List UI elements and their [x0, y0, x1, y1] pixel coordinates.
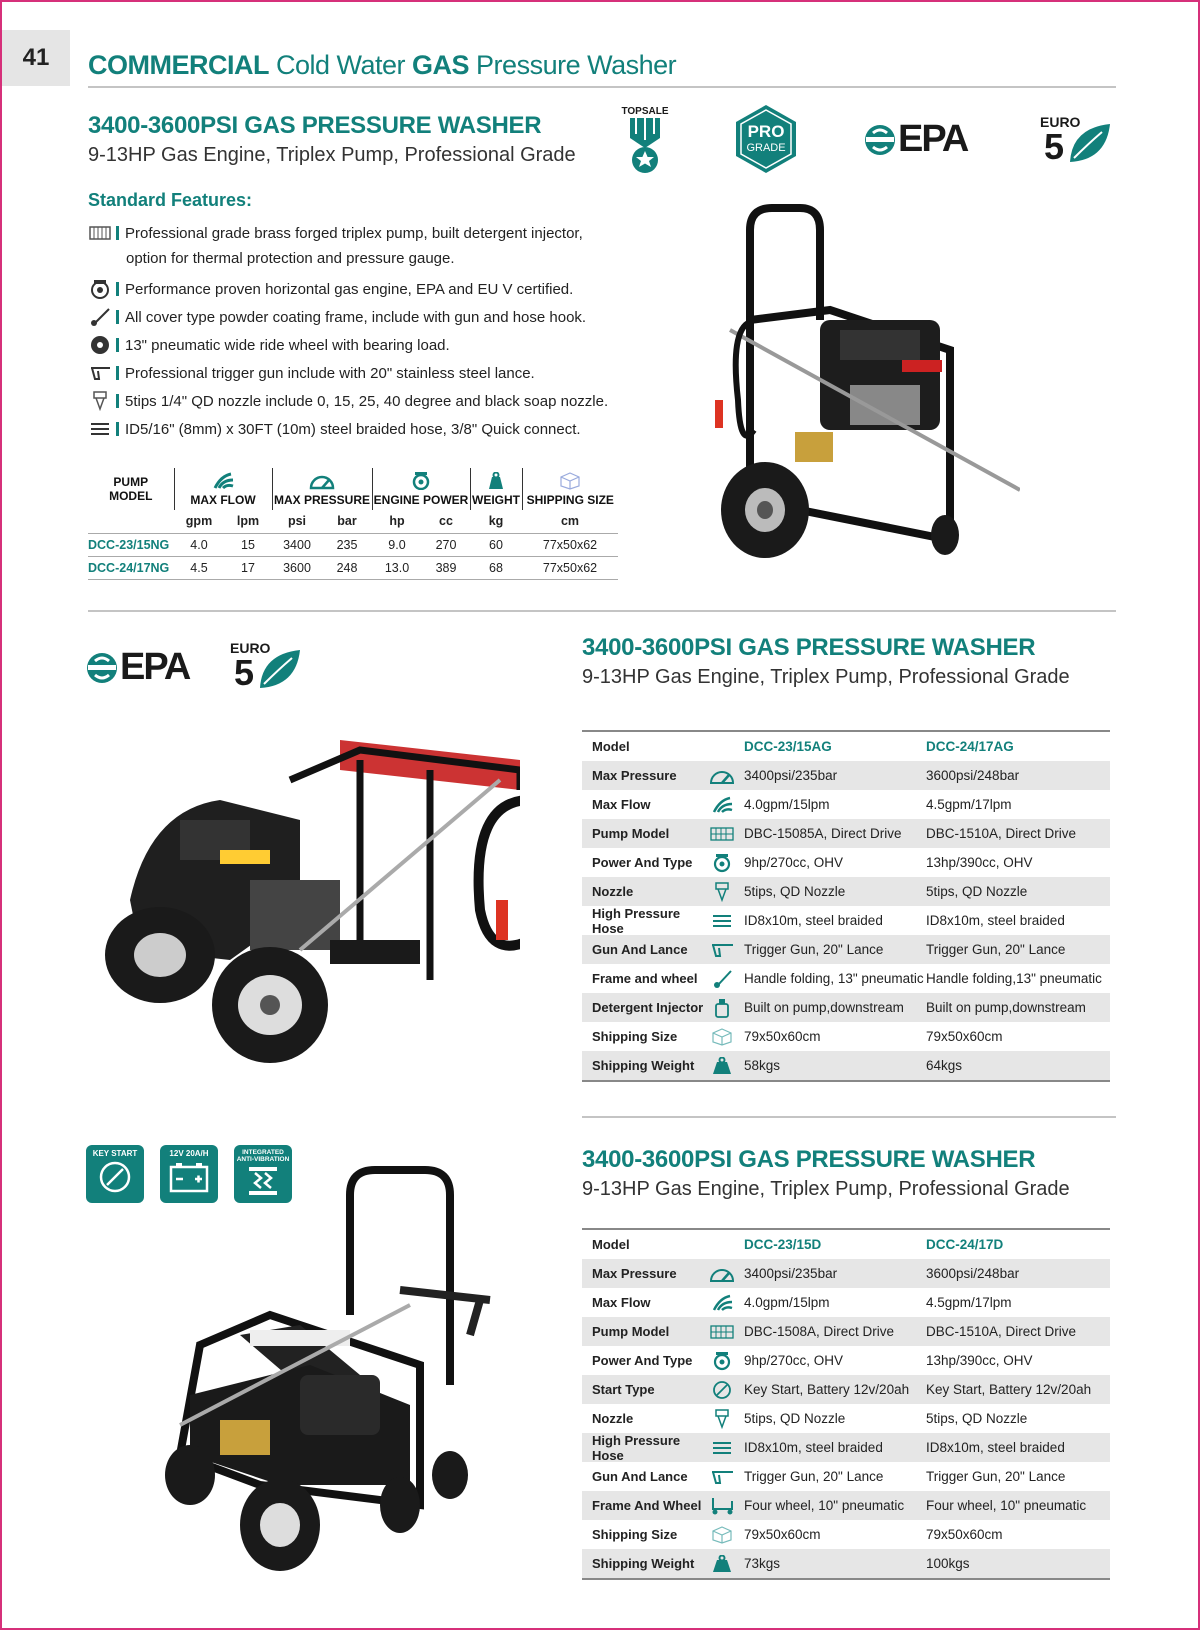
spec-value: ID8x10m, steel braided	[926, 913, 1065, 928]
table-row	[582, 819, 1110, 848]
pump-icon	[88, 222, 112, 244]
feature-text: 13" pneumatic wide ride wheel with bearing load.	[125, 336, 450, 354]
feature-item	[88, 222, 583, 244]
spec-value: 5tips, QD Nozzle	[926, 884, 1028, 899]
spec-table-ag	[582, 730, 1110, 1082]
table-row	[582, 1259, 1110, 1288]
unit-label: cm	[560, 514, 580, 529]
spec-value: ID8x10m, steel braided	[744, 1440, 883, 1455]
table-row	[582, 848, 1110, 877]
table-header-row: Model DCC-23/15D DCC-24/17D	[582, 1230, 1110, 1259]
spec-label: Max Pressure	[592, 768, 677, 783]
leaf-icon	[1066, 120, 1112, 166]
box-icon	[559, 472, 581, 490]
spec-value: Trigger Gun, 20" Lance	[744, 942, 884, 957]
spec-value: 9hp/270cc, OHV	[744, 1353, 844, 1368]
spec-value: 4.5gpm/17lpm	[926, 797, 1012, 812]
top-sale-badge	[620, 104, 670, 174]
spec-value: 5tips, QD Nozzle	[744, 884, 846, 899]
spec-value: 64kgs	[926, 1058, 963, 1073]
spec-label: Start Type	[592, 1382, 655, 1397]
table-header-row: Model DCC-23/15AG DCC-24/17AG	[582, 732, 1110, 761]
spec-label: Shipping Weight	[592, 1556, 695, 1571]
spec-value: 13hp/390cc, OHV	[926, 855, 1033, 870]
anti-vibration-badge: INTEGRATED ANTI-VIBRATION	[234, 1145, 292, 1203]
section-rule	[88, 610, 1116, 612]
spec-value: 3400psi/235bar	[744, 768, 838, 783]
header-word-cold-water: Cold Water	[268, 50, 413, 80]
spec-label: Shipping Size	[592, 1527, 678, 1542]
section3-title: 3400-3600PSI GAS PRESSURE WASHER	[582, 1146, 1036, 1173]
weight-icon	[704, 1555, 740, 1573]
spec-value: 5tips, QD Nozzle	[926, 1411, 1028, 1426]
table-row	[582, 1433, 1110, 1462]
epa-mark-icon	[86, 652, 118, 684]
hose-icon	[704, 913, 740, 929]
header-word-commercial: COMMERCIAL	[88, 50, 269, 80]
spec-label: Power And Type	[592, 855, 693, 870]
model-code: DCC-23/15NG	[88, 537, 170, 552]
spec-label: Frame And Wheel	[592, 1498, 702, 1513]
gun-icon	[704, 1469, 740, 1485]
col-max-flow: MAX FLOW	[174, 468, 272, 510]
unit-label: gpm	[185, 514, 213, 529]
weight-icon	[484, 472, 508, 490]
weight-icon	[704, 1057, 740, 1075]
box-icon	[704, 1028, 740, 1046]
table-row	[582, 790, 1110, 819]
pressure-washer-image-3	[150, 1165, 530, 1585]
spec-value: 13hp/390cc, OHV	[926, 1353, 1033, 1368]
col-engine-power: ENGINE POWER	[372, 468, 470, 510]
feature-text: 5tips 1/4" QD nozzle include 0, 15, 25, 40 degree and black soap nozzle.	[125, 392, 609, 410]
epa-logo	[864, 118, 967, 161]
spec-value: 79x50x60cm	[744, 1029, 821, 1044]
spec-value: 79x50x60cm	[744, 1527, 821, 1542]
spec-label: High Pressure Hose	[592, 1432, 681, 1463]
spec-value: Built on pump,downstream	[744, 1000, 904, 1015]
table-row	[582, 1549, 1110, 1578]
page-number: 41	[2, 30, 70, 86]
epa-text: EPA	[898, 118, 968, 160]
model-code: DCC-24/17D	[926, 1237, 1004, 1252]
epa-mark-icon	[864, 124, 896, 156]
feature-text: Performance proven horizontal gas engine, EPA and EU V certified.	[125, 280, 574, 298]
euro-number: 5	[1044, 126, 1065, 167]
unit-label: bar	[337, 514, 357, 529]
spec-value: 73kgs	[744, 1556, 781, 1571]
feature-text: All cover type powder coating frame, include with gun and hose hook.	[125, 308, 587, 326]
spec-label: Shipping Weight	[592, 1058, 695, 1073]
table-row	[582, 1051, 1110, 1080]
model-code: DCC-23/15D	[744, 1237, 822, 1252]
gauge-icon	[704, 767, 740, 785]
spec-value: 100kgs	[926, 1556, 970, 1571]
spec-label: Max Flow	[592, 797, 651, 812]
col-shipping-size: SHIPPING SIZE	[522, 468, 618, 510]
key-icon	[704, 1380, 740, 1400]
wheel-icon	[88, 334, 112, 356]
unit-label: psi	[287, 514, 307, 529]
model-code: DCC-24/17AG	[926, 739, 1014, 754]
spec-value: 3400psi/235bar	[744, 1266, 838, 1281]
leaf-icon	[256, 646, 302, 692]
spec-label: Max Pressure	[592, 1266, 677, 1281]
header-word-gas: GAS	[412, 50, 470, 80]
feature-item	[88, 278, 573, 300]
frame-icon	[704, 969, 740, 989]
feature-text: Professional grade brass forged triplex pump, built detergent injector,	[125, 224, 583, 242]
table-row	[582, 906, 1110, 935]
section1-subtitle: 9-13HP Gas Engine, Triplex Pump, Professional Grade	[88, 144, 576, 166]
table-row	[582, 1317, 1110, 1346]
unit-label: cc	[439, 514, 453, 529]
feature-item	[88, 418, 581, 440]
spec-value: Four wheel, 10" pneumatic	[744, 1498, 905, 1513]
spec-value: 4.0gpm/15lpm	[744, 797, 830, 812]
spec-value: DBC-1510A, Direct Drive	[926, 826, 1077, 841]
euro-text: EURO	[230, 640, 271, 656]
pressure-washer-image-1	[690, 200, 1020, 580]
epa-logo	[86, 646, 189, 689]
spec-value: 79x50x60cm	[926, 1527, 1003, 1542]
header-rule	[88, 86, 1116, 88]
table-row	[582, 1462, 1110, 1491]
table-row	[582, 993, 1110, 1022]
table-row	[582, 1022, 1110, 1051]
key-start-badge: KEY START	[86, 1145, 144, 1203]
page-header	[88, 50, 676, 81]
spec-value: DBC-1508A, Direct Drive	[744, 1324, 895, 1339]
euro-text: EURO	[1040, 114, 1081, 130]
box-icon	[704, 1526, 740, 1544]
table-row	[582, 761, 1110, 790]
table-row: DCC-24/17NG 4.5 17 3600 248 13.0 389 68 77x50x62	[88, 556, 618, 579]
spec-label: Frame and wheel	[592, 971, 698, 986]
engine-icon	[704, 853, 740, 873]
table-row	[582, 1520, 1110, 1549]
spec-label: Gun And Lance	[592, 942, 688, 957]
pump-icon	[704, 826, 740, 842]
nozzle-icon	[704, 882, 740, 902]
engine-icon	[704, 1351, 740, 1371]
spec-value: DBC-15085A, Direct Drive	[744, 826, 902, 841]
grade-text: GRADE	[746, 142, 786, 154]
section1-title: 3400-3600PSI GAS PRESSURE WASHER	[88, 112, 542, 139]
top-sale-text: TOPSALE	[621, 106, 669, 117]
spec-label: Nozzle	[592, 884, 634, 899]
col-pump-model: PUMP MODEL	[109, 475, 153, 503]
spec-label: High Pressure Hose	[592, 905, 681, 936]
spec-value: 4.0gpm/15lpm	[744, 1295, 830, 1310]
pro-text: PRO	[747, 122, 785, 141]
table-row	[582, 877, 1110, 906]
unit-label: hp	[389, 514, 405, 529]
nozzle-icon	[88, 390, 112, 412]
spec-value: Four wheel, 10" pneumatic	[926, 1498, 1087, 1513]
spec-value: 3600psi/248bar	[926, 1266, 1020, 1281]
euro5-logo	[1040, 114, 1122, 170]
flow-icon	[704, 796, 740, 814]
spec-value: 3600psi/248bar	[926, 768, 1020, 783]
spec-value: Trigger Gun, 20" Lance	[744, 1469, 884, 1484]
unit-label: kg	[488, 514, 504, 529]
pressure-washer-image-2	[100, 730, 520, 1080]
spec-label: Shipping Size	[592, 1029, 678, 1044]
table-row	[582, 1404, 1110, 1433]
feature-text-continued: option for thermal protection and pressure gauge.	[126, 250, 455, 267]
section3-subtitle: 9-13HP Gas Engine, Triplex Pump, Professional Grade	[582, 1178, 1070, 1200]
feature-item	[88, 306, 586, 328]
table-row: DCC-23/15NG 4.0 15 3400 235 9.0 270 60 77x50x62	[88, 533, 618, 556]
spec-label: Pump Model	[592, 826, 670, 841]
model-code: DCC-23/15AG	[744, 739, 832, 754]
cart-icon	[704, 1496, 740, 1516]
feature-text: ID5/16" (8mm) x 30FT (10m) steel braided hose, 3/8" Quick connect.	[125, 420, 581, 438]
spec-table	[88, 468, 618, 580]
feature-item	[88, 390, 608, 412]
pro-grade-badge	[733, 103, 799, 175]
nozzle-icon	[704, 1409, 740, 1429]
spec-value: Trigger Gun, 20" Lance	[926, 942, 1066, 957]
spec-value: Trigger Gun, 20" Lance	[926, 1469, 1066, 1484]
table-row	[582, 935, 1110, 964]
spec-table-d	[582, 1228, 1110, 1580]
engine-icon	[410, 472, 432, 490]
model-code: DCC-24/17NG	[88, 560, 170, 575]
feature-text: Professional trigger gun include with 20" stainless steel lance.	[125, 364, 535, 382]
spec-label: Max Flow	[592, 1295, 651, 1310]
spec-value: 58kgs	[744, 1058, 781, 1073]
gauge-icon	[308, 472, 336, 490]
pump-icon	[704, 1324, 740, 1340]
spec-value: 79x50x60cm	[926, 1029, 1003, 1044]
spec-value: Key Start, Battery 12v/20ah	[744, 1382, 910, 1397]
section-rule	[582, 1116, 1116, 1118]
gauge-icon	[704, 1265, 740, 1283]
spec-value: Handle folding, 13" pneumatic	[744, 971, 924, 986]
spec-label: Detergent Injector	[592, 1000, 704, 1015]
spec-value: Handle folding,13" pneumatic	[926, 971, 1102, 986]
spec-value: DBC-1510A, Direct Drive	[926, 1324, 1077, 1339]
gun-icon	[88, 362, 112, 384]
header-word-pressure-washer: Pressure Washer	[469, 50, 677, 80]
euro5-logo	[230, 640, 312, 696]
feature-item	[88, 334, 450, 356]
engine-icon	[88, 278, 112, 300]
spec-label: Gun And Lance	[592, 1469, 688, 1484]
table-row	[582, 1375, 1110, 1404]
key-icon	[95, 1158, 135, 1196]
detergent-icon	[704, 998, 740, 1018]
unit-label: lpm	[236, 514, 260, 529]
spec-label: Power And Type	[592, 1353, 693, 1368]
table-row	[582, 964, 1110, 993]
epa-text: EPA	[120, 646, 190, 688]
hose-icon	[88, 418, 112, 440]
battery-badge: 12V 20A/H	[160, 1145, 218, 1203]
frame-icon	[88, 306, 112, 328]
spec-value: 5tips, QD Nozzle	[744, 1411, 846, 1426]
flow-icon	[704, 1294, 740, 1312]
spec-value: 9hp/270cc, OHV	[744, 855, 844, 870]
col-max-pressure: MAX PRESSURE	[272, 468, 372, 510]
col-weight: WEIGHT	[470, 468, 522, 510]
table-row	[582, 1288, 1110, 1317]
gun-icon	[704, 942, 740, 958]
section2-title: 3400-3600PSI GAS PRESSURE WASHER	[582, 634, 1036, 661]
spec-value: 4.5gpm/17lpm	[926, 1295, 1012, 1310]
table-row	[582, 1491, 1110, 1520]
spec-label: Nozzle	[592, 1411, 634, 1426]
features-heading: Standard Features:	[88, 190, 253, 210]
spec-value: ID8x10m, steel braided	[744, 913, 883, 928]
spec-value: ID8x10m, steel braided	[926, 1440, 1065, 1455]
hose-icon	[704, 1440, 740, 1456]
euro-number: 5	[234, 652, 255, 693]
section2-subtitle: 9-13HP Gas Engine, Triplex Pump, Professional Grade	[582, 666, 1070, 688]
spec-value: Key Start, Battery 12v/20ah	[926, 1382, 1092, 1397]
spec-value: Built on pump,downstream	[926, 1000, 1086, 1015]
spec-label: Pump Model	[592, 1324, 670, 1339]
feature-item	[88, 362, 535, 384]
flow-icon	[211, 472, 235, 490]
table-row	[582, 1346, 1110, 1375]
